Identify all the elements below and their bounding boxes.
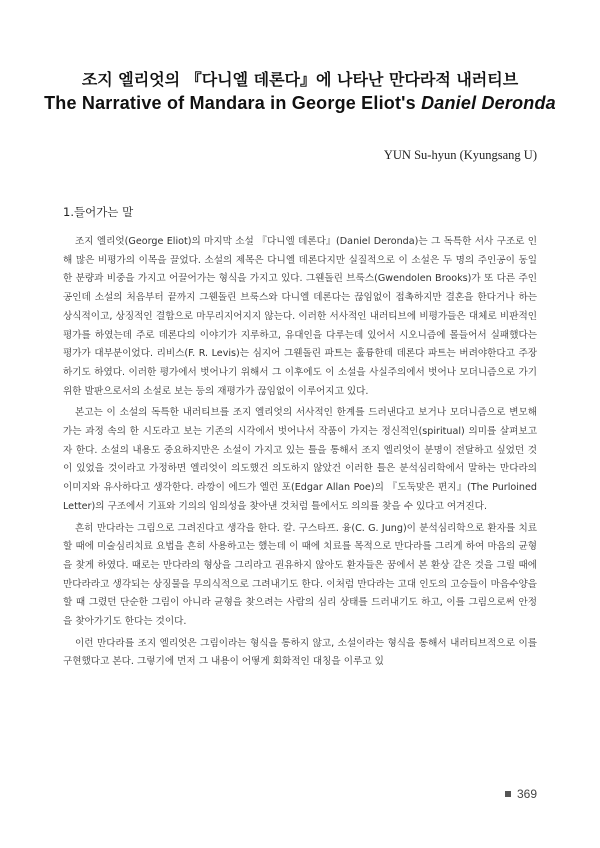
- section-heading: 1.들어가는 말: [63, 205, 134, 219]
- title-english: [0, 93, 600, 114]
- paragraph: 본고는 이 소설의 독특한 내러티브를 조지 엘리엇의 서사적인 한계를 드러낸다고 보거나 모더니즘으로 변모해가는 과정 속의 한 시도라고 보는 기존의 시각에서 벗어나서 작품이 가지는 정신적인(spiritual) 의미를 살펴보고자 한다. 소설의 내용도 중요하지만은 소설이 가지고 있는 틀을 통해서 조지 엘리엇이 분명이 전달하고 싶었던 것이 있었을 것이라고 가정하면 엘리엇이 의도했건 의도하지 않았건 이러한 틀은 분석심리학에서 말하는 만다라의 이미지와 유사하다고 생각한다. 라깡이 에드가 엘런 포(Edgar Allan Poe)의 『도둑맞은 편지』(The Purloined Letter)의 구조에서 기표와 기의의 임의성을 찾아낸 것처럼 틀에서도 의의를 찾을 수 있다고 여겨진다.: [63, 407, 537, 512]
- title-english-italic: Daniel Deronda: [421, 93, 556, 113]
- square-bullet-icon: [505, 791, 511, 797]
- title-english-prefix: The Narrative of Mandara in George Eliot's: [44, 93, 422, 113]
- author-line: YUN Su-hyun (Kyungsang U): [383, 148, 537, 162]
- paragraph: 흔히 만다라는 그림으로 그려진다고 생각을 한다. 칼. 구스타프. 융(C. G. Jung)이 분석심리학으로 환자를 치료할 때에 미술심리치료 요법을 흔히 사용하고는 했는데 이 때에 치료를 목적으로 만다라를 그리게 하여 마음의 균형을 찾게 하였다. 때로는 만다라의 형상을 그리라고 권유하지 않아도 환자들은 꿈에서 본 환상 같은 것을 그릴 때에 만다라라고 생각되는 상징물을 무의식적으로 그려내기도 한다. 이처럼 만다라는 고대 인도의 고승들이 마음수양을 할 때 그렸던 단순한 그림이 아니라 균형을 찾으려는 사람의 심리 상태를 드러내기도 하고, 이를 그림으로써 안정을 찾아가기도 한다는 것이다.: [63, 522, 537, 628]
- page-number: 369: [516, 787, 537, 801]
- title-korean: 조지 엘리엇의 『다니엘 데론다』에 나타난 만다라적 내러티브: [81, 70, 519, 89]
- paragraph: 이런 만다라를 조지 엘리엇은 그림이라는 형식을 통하지 않고, 소설이라는 형식을 통해서 내러티브적으로 이를 구현했다고 본다. 그렇기에 먼저 그 내용이 어떻게 회화적인 대칭을 이루고 있: [63, 637, 537, 668]
- paragraph: 조지 엘리엇(George Eliot)의 마지막 소설 『다니엘 데론다』(Daniel Deronda)는 그 독특한 서사 구조로 인해 많은 비평가의 이목을 끌었다. 소설의 제목은 다니엘 데론다지만 실질적으로 이 소설은 두 명의 주인공이 동일한 분량과 비중을 가지고 어끌어가는 형식을 가지고 있다. 그웬돌린 브룩스(Gwendolen Brooks)가 또 다른 주인공인데 소설의 처음부터 끝까지 그웬돌린 브룩스와 다니엘 데론다는 끊임없이 접촉하지만 결혼을 한다거나 하는 상식적이고, 상징적인 결합으로 마무리지어지지 않는다. 이러한 서사적인 내러티브에 비평가들은 대체로 비판적인 평가를 하였는데 주로 데론다의 이야기가 지루하고, 유대인을 다루는데 있어서 시오니즘에 몰들어서 실패했다는 평가가 대부분이었다. 리비스(F. R. Levis)는 심지어 그웬돌린 파트는 훌륭한데 데론다 파트는 버려야한다고 주장하기도 하였다. 이러한 평가에서 벗어나기 위해서 그 이후에도 이 소설을 사실주의에서 벗어나 모더니즘으로 가기 위한 발판으로서의 소설로 보는 등의 재평가가 끊임없이 이루어지고 있다.: [63, 236, 537, 397]
- body-text: [63, 233, 537, 675]
- page-footer: [505, 787, 537, 801]
